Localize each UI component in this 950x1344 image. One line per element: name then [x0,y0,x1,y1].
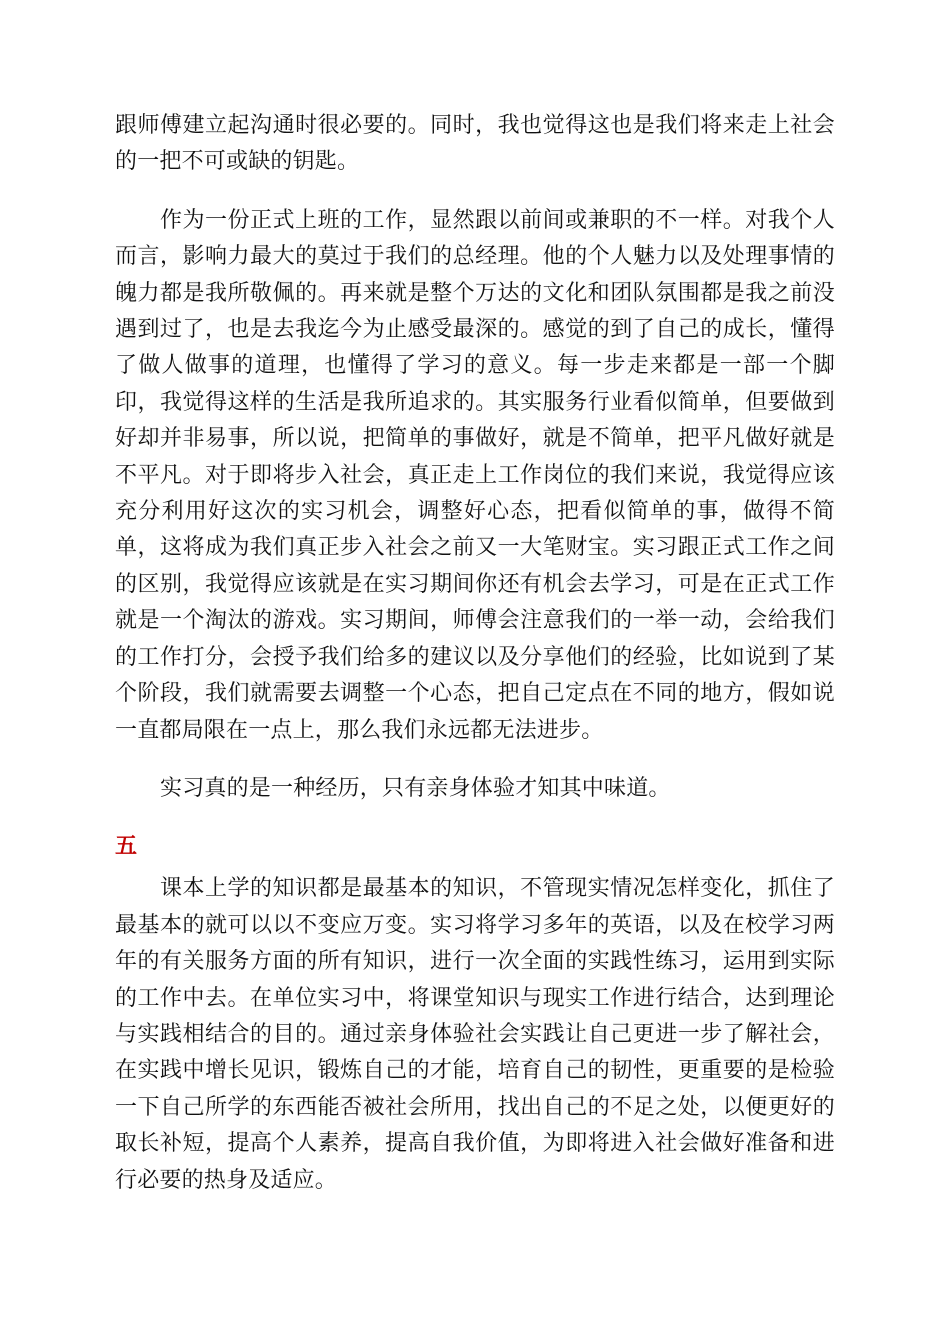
paragraph-formal-work: 作为一份正式上班的工作，显然跟以前间或兼职的不一样。对我个人而言，影响力最大的莫过于我们的总经理。他的个人魅力以及处理事情的魄力都是我所敬佩的。再来就是整个万达的文化和团队氛围都是我之前没遇到过了，也是去我迄今为止感受最深的。感觉的到了自己的成长，懂得了做人做事的道理，也懂得了学习的意义。每一步走来都是一部一个脚印，我觉得这样的生活是我所追求的。其实服务行业看似简单，但要做到好却并非易事，所以说，把简单的事做好，就是不简单，把平凡做好就是不平凡。对于即将步入社会，真正走上工作岗位的我们来说，我觉得应该充分利用好这次的实习机会，调整好心态，把看似简单的事，做得不简单，这将成为我们真正步入社会之前又一大笔财宝。实习跟正式工作之间的区别，我觉得应该就是在实习期间你还有机会去学习，可是在正式工作就是一个淘汰的游戏。实习期间，师傅会注意我们的一举一动，会给我们的工作打分，会授予我们给多的建议以及分享他们的经验，比如说到了某个阶段，我们就需要去调整一个心态，把自己定点在不同的地方，假如说一直都局限在一点上，那么我们永远都无法进步。 [115,207,835,743]
section-heading-five: 五 [115,834,138,860]
paragraph-experience: 实习真的是一种经历，只有亲身体验才知其中味道。 [160,775,671,801]
paragraph-textbook-knowledge: 课本上学的知识都是最基本的知识，不管现实情况怎样变化，抓住了最基本的就可以以不变应万变。实习将学习多年的英语，以及在校学习两年的有关服务方面的所有知识，进行一次全面的实践性练习，运用到实际的工作中去。在单位实习中，将课堂知识与现实工作进行结合，达到理论与实践相结合的目的。通过亲身体验社会实践让自己更进一步了解社会，在实践中增长见识，锻炼自己的才能，培育自己的韧性，更重要的是检验一下自己所学的东西能否被社会所用，找出自己的不足之处，以便更好的取长补短，提高个人素养，提高自我价值，为即将进入社会做好准备和进行必要的热身及适应。 [115,876,835,1193]
paragraph-continuation: 跟师傅建立起沟通时很必要的。同时，我也觉得这也是我们将来走上社会的一把不可或缺的钥匙。 [115,113,835,175]
document-page [115,108,835,1199]
